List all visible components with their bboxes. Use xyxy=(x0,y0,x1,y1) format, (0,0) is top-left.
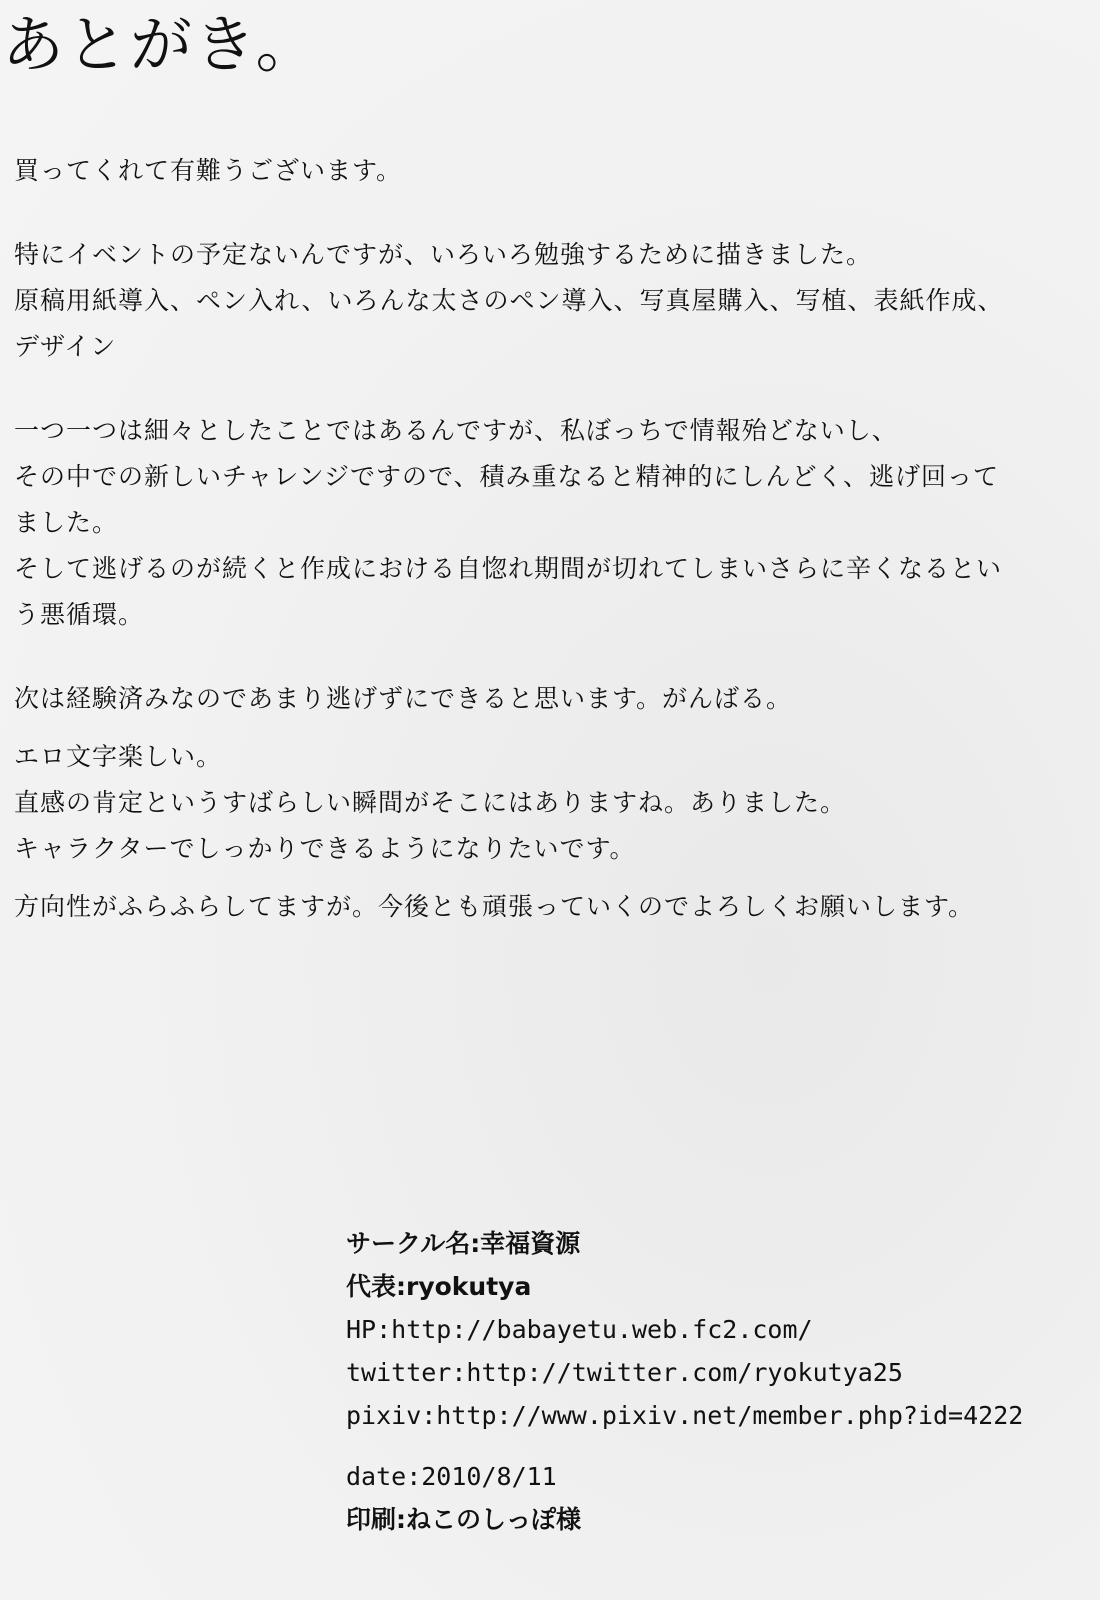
pixiv-url: pixiv:http://www.pixiv.net/member.php?id=4222 xyxy=(346,1401,1024,1430)
paragraph-line: 原稿用紙導入、ペン入れ、いろんな太さのペン導入、写真屋購入、写植、表紙作成、 xyxy=(14,286,1004,315)
paragraph-line: その中での新しいチャレンジですので、積み重なると精神的にしんどく、逃げ回って xyxy=(14,462,1000,491)
paragraph-line: 一つ一つは細々としたことではあるんですが、私ぼっちで情報殆どないし、 xyxy=(14,416,898,445)
paragraph-line: 特にイベントの予定ないんですが、いろいろ勉強するために描きました。 xyxy=(14,240,873,269)
page-title: あとがき。 xyxy=(2,8,320,81)
paragraph-line: デザイン xyxy=(14,332,117,361)
paragraph-line: キャラクターでしっかりできるようになりたいです。 xyxy=(14,834,636,863)
paragraph-thanks: 買ってくれて有難うございます。 xyxy=(14,156,403,185)
homepage-url: HP:http://babayetu.web.fc2.com/ xyxy=(346,1315,813,1344)
paragraph-line: そして逃げるのが続くと作成における自惚れ期間が切れてしまいさらに辛くなるとい xyxy=(14,554,1003,583)
printer-name: 印刷:ねこのしっぽ様 xyxy=(346,1505,581,1534)
paragraph-line: 直感の肯定というすばらしい瞬間がそこにはありますね。ありました。 xyxy=(14,788,847,817)
paragraph-line: ました。 xyxy=(14,508,119,537)
circle-name: サークル名:幸福資源 xyxy=(346,1229,581,1258)
representative-name: 代表:ryokutya xyxy=(346,1272,532,1301)
publish-date: date:2010/8/11 xyxy=(346,1462,557,1491)
paragraph-line: 次は経験済みなのであまり逃げずにできると思います。がんばる。 xyxy=(14,684,793,713)
afterword-body xyxy=(14,148,1084,930)
paragraph-line: う悪循環。 xyxy=(14,600,145,629)
paragraph-closing: 方向性がふらふらしてますが。今後とも頑張っていくのでよろしくお願いします。 xyxy=(14,892,975,921)
twitter-url: twitter:http://twitter.com/ryokutya25 xyxy=(346,1358,903,1387)
paragraph-line: エロ文字楽しい。 xyxy=(14,742,223,771)
colophon xyxy=(346,1222,1023,1541)
